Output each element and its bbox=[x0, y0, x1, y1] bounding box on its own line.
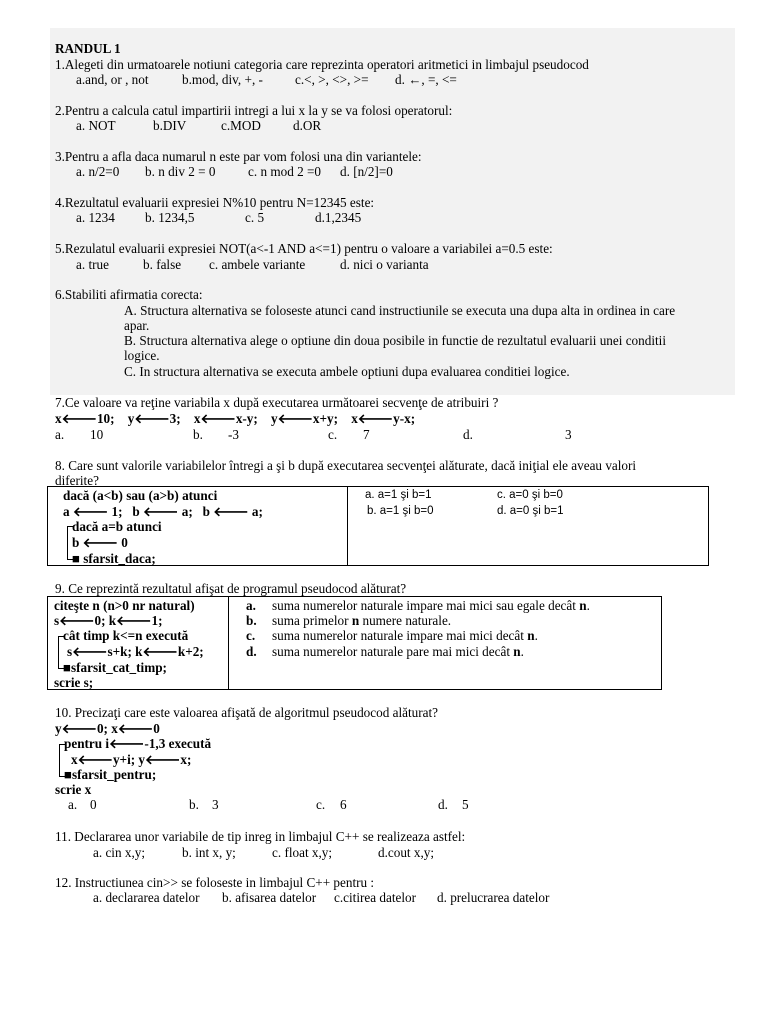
q8-option-d: d. a=0 şi b=1 bbox=[497, 505, 564, 517]
question-9: 9. Ce reprezintă rezultatul afişat de programul pseudocod alăturat? bbox=[55, 581, 407, 596]
q8-code-line-3: dacă a=b atunci bbox=[72, 519, 162, 534]
q2-option-b: b.DIV bbox=[153, 118, 187, 133]
q7-option-b-value: -3 bbox=[228, 427, 239, 442]
q1-option-a: a.and, or , not bbox=[76, 72, 149, 87]
q8-option-c: c. a=0 şi b=0 bbox=[497, 489, 563, 501]
q10-code-line-3: x🡐y+i; y🡐x; bbox=[71, 752, 192, 767]
q9-option-c-label: c. bbox=[246, 628, 256, 643]
q4-option-d: d.1,2345 bbox=[315, 210, 362, 225]
q8-code-line-5: ■ sfarsit_daca; bbox=[72, 551, 156, 566]
q10-code-line-5: scrie x bbox=[55, 782, 92, 797]
q10-option-c-value: 6 bbox=[340, 797, 347, 812]
q9-code-line-3: cât timp k<=n execută bbox=[63, 628, 189, 643]
q9-code-line-1: citeşte n (n>0 nr natural) bbox=[54, 598, 195, 613]
q9-code-line-4: s🡐s+k; k🡐k+2; bbox=[67, 644, 204, 659]
q8-code-line-4: b 🡐 0 bbox=[72, 535, 128, 550]
q9-option-b-label: b. bbox=[246, 613, 257, 628]
q11-option-c: c. float x,y; bbox=[272, 845, 333, 860]
q11-option-b: b. int x, y; bbox=[182, 845, 236, 860]
question-8-cont: diferite? bbox=[55, 473, 99, 488]
q10-option-a-label: a. bbox=[68, 797, 78, 812]
q10-option-d-value: 5 bbox=[462, 797, 469, 812]
q4-option-c: c. 5 bbox=[245, 210, 265, 225]
q11-option-d: d.cout x,y; bbox=[378, 845, 435, 860]
q3-option-a: a. n/2=0 bbox=[76, 164, 120, 179]
q8-option-a: a. a=1 şi b=1 bbox=[365, 489, 432, 501]
q2-option-a: a. NOT bbox=[76, 118, 116, 133]
question-1: 1.Alegeti din urmatoarele notiuni categoria care reprezinta operatori aritmetici in limbajul pseudocod bbox=[55, 57, 589, 72]
q8-code-line-1: dacă (a<b) sau (a>b) atunci bbox=[63, 488, 218, 503]
q9-block-bracket bbox=[58, 636, 59, 669]
q9-option-d: suma numerelor naturale pare mai mici decât n. bbox=[272, 644, 524, 659]
q9-code-line-5: ■sfarsit_cat_timp; bbox=[63, 660, 167, 675]
q9-code-line-6: scrie s; bbox=[54, 675, 94, 690]
q6-option-a-cont: apar. bbox=[124, 318, 150, 333]
page-title: RANDUL 1 bbox=[55, 41, 121, 56]
q6-option-a: A. Structura alternativa se foloseste atunci cand instructiunile se executa una dupa alta in ordinea in care bbox=[124, 303, 676, 318]
q2-option-c: c.MOD bbox=[221, 118, 261, 133]
q11-option-a: a. cin x,y; bbox=[93, 845, 146, 860]
q8-table-divider bbox=[347, 486, 348, 565]
q10-option-d-label: d. bbox=[438, 797, 448, 812]
q9-option-c: suma numerelor naturale impare mai mici decât n. bbox=[272, 628, 538, 643]
q5-option-a: a. true bbox=[76, 257, 109, 272]
q12-option-b: b. afisarea datelor bbox=[222, 890, 317, 905]
q7-option-d-label: d. bbox=[463, 427, 473, 442]
q9-option-a-label: a. bbox=[246, 598, 256, 613]
question-7: 7.Ce valoare va reţine variabila x după executarea următoarei secvenţe de atribuiri ? bbox=[55, 395, 499, 410]
question-8: 8. Care sunt valorile variabilelor întregi a şi b după executarea secvenţei alăturate, dacă iniţial ele aveau valori bbox=[55, 458, 637, 473]
q9-option-b: suma primelor n numere naturale. bbox=[272, 613, 452, 628]
q9-option-a: suma numerelor naturale impare mai mici sau egale decât n. bbox=[272, 598, 590, 613]
q9-table-divider bbox=[228, 596, 229, 689]
q10-option-b-value: 3 bbox=[212, 797, 219, 812]
q10-option-c-label: c. bbox=[316, 797, 326, 812]
q10-code-line-2: pentru i🡐-1,3 execută bbox=[64, 736, 212, 751]
question-2: 2.Pentru a calcula catul impartirii intregi a lui x la y se va folosi operatorul: bbox=[55, 103, 453, 118]
q6-option-b-cont: logice. bbox=[124, 348, 160, 363]
q1-option-b: b.mod, div, +, - bbox=[182, 72, 263, 87]
q5-option-d: d. nici o varianta bbox=[340, 257, 429, 272]
q7-code: x🡐10; y🡐3; x🡐x-y; y🡐x+y; x🡐y-x; bbox=[55, 411, 416, 426]
q7-option-a-value: 10 bbox=[90, 427, 104, 442]
q3-option-d: d. [n/2]=0 bbox=[340, 164, 393, 179]
question-12: 12. Instructiunea cin>> se foloseste in limbajul C++ pentru : bbox=[55, 875, 375, 890]
q12-option-c: c.citirea datelor bbox=[334, 890, 417, 905]
question-4: 4.Rezultatul evaluarii expresiei N%10 pentru N=12345 este: bbox=[55, 195, 375, 210]
q1-option-d: d. ←, =, <= bbox=[395, 72, 457, 87]
q5-option-c: c. ambele variante bbox=[209, 257, 306, 272]
q12-option-d: d. prelucrarea datelor bbox=[437, 890, 550, 905]
q12-option-a: a. declararea datelor bbox=[93, 890, 200, 905]
q9-option-d-label: d. bbox=[246, 644, 257, 659]
q10-option-b-label: b. bbox=[189, 797, 199, 812]
q2-option-d: d.OR bbox=[293, 118, 322, 133]
q10-code-line-4: ■sfarsit_pentru; bbox=[64, 767, 157, 782]
question-11: 11. Declararea unor variabile de tip inreg in limbajul C++ se realizeaza astfel: bbox=[55, 829, 466, 844]
q5-option-b: b. false bbox=[143, 257, 182, 272]
question-6: 6.Stabiliti afirmatia corecta: bbox=[55, 287, 203, 302]
q8-block-bracket bbox=[67, 526, 68, 560]
q10-block-bracket bbox=[59, 744, 60, 777]
q4-option-a: a. 1234 bbox=[76, 210, 115, 225]
q3-option-c: c. n mod 2 =0 bbox=[248, 164, 322, 179]
q9-code-line-2: s🡐0; k🡐1; bbox=[54, 613, 163, 628]
q8-option-b: b. a=1 şi b=0 bbox=[367, 505, 434, 517]
question-10: 10. Precizaţi care este valoarea afişată de algoritmul pseudocod alăturat? bbox=[55, 705, 438, 720]
q3-option-b: b. n div 2 = 0 bbox=[145, 164, 216, 179]
q7-option-b-label: b. bbox=[193, 427, 203, 442]
q8-code-line-2: a 🡐 1; b 🡐 a; b 🡐 a; bbox=[63, 504, 263, 519]
q7-option-c-value: 7 bbox=[363, 427, 370, 442]
question-5: 5.Rezulatul evaluarii expresiei NOT(a<-1 AND a<=1) pentru o valoare a variabilei a=0.5 este: bbox=[55, 241, 553, 256]
q10-option-a-value: 0 bbox=[90, 797, 97, 812]
q7-option-a-label: a. bbox=[55, 427, 65, 442]
q10-code-line-1: y🡐0; x🡐0 bbox=[55, 721, 160, 736]
q1-option-c: c.<, >, <>, >= bbox=[295, 72, 369, 87]
q6-option-c: C. In structura alternativa se executa ambele optiuni dupa evaluarea conditiei logice. bbox=[124, 364, 570, 379]
q7-option-d-value: 3 bbox=[565, 427, 572, 442]
q4-option-b: b. 1234,5 bbox=[145, 210, 195, 225]
q7-option-c-label: c. bbox=[328, 427, 338, 442]
question-3: 3.Pentru a afla daca numarul n este par vom folosi una din variantele: bbox=[55, 149, 422, 164]
q6-option-b: B. Structura alternativa alege o optiune din doua posibile in functie de rezultatul evaluarii unei conditii bbox=[124, 333, 666, 348]
